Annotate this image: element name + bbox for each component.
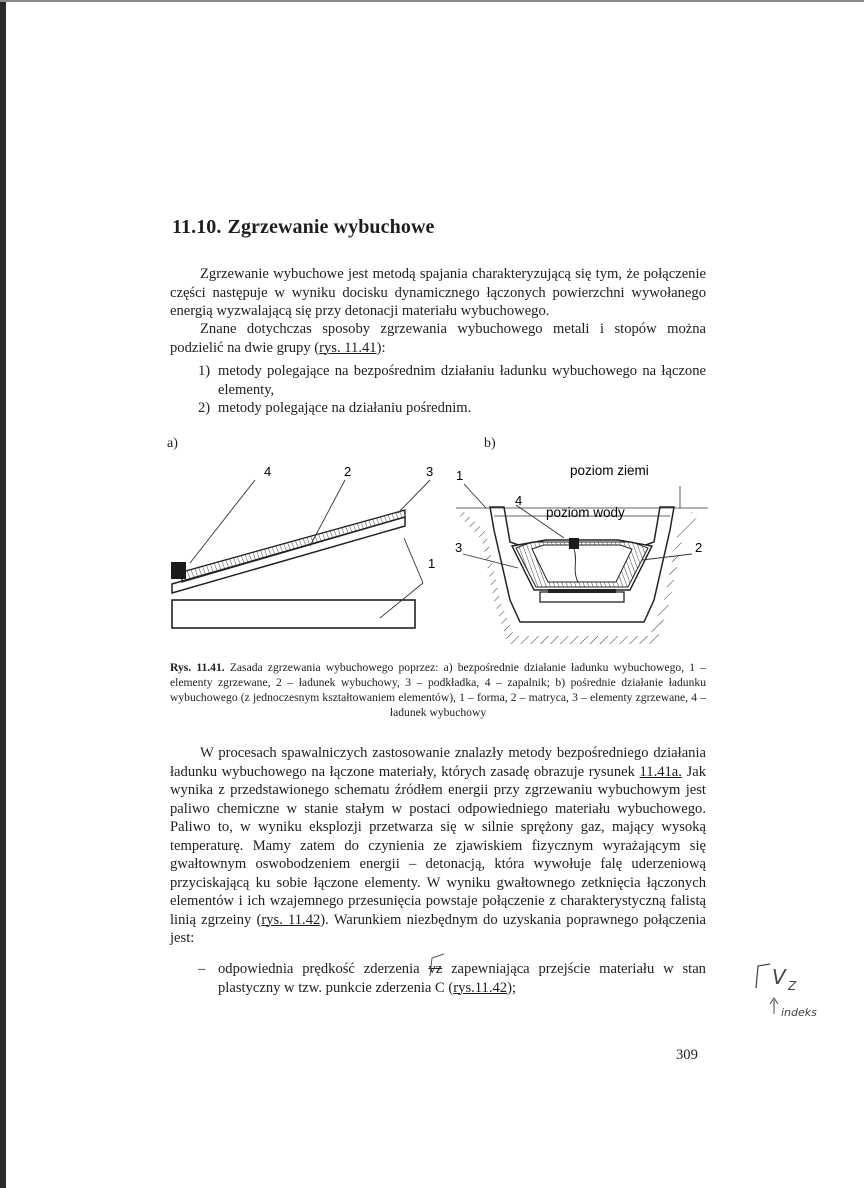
panel-a-drawing (171, 464, 435, 628)
leader-line (398, 480, 430, 513)
figure-ref-11-42b: rys.11.42 (453, 979, 508, 996)
list-marker: 2) (198, 400, 211, 416)
figure-ref-11-42: rys. 11.42 (261, 911, 321, 928)
intro-paragraph: Zgrzewanie wybuchowe jest metodą spajania charakteryzującą się tym, że połączenie części następuje w wyniku docisku dynamicznego łączonych powierzchni wywołanego energią wyzwalającą się przy detonacji materiału wybuchowego. (170, 266, 706, 319)
label-a-1: 1 (428, 556, 436, 571)
panel-b-drawing (455, 463, 708, 644)
conditions-list (198, 960, 706, 997)
section-title: Zgrzewanie wybuchowe (227, 216, 435, 238)
label-b-1: 1 (456, 468, 464, 483)
label-b-3: 3 (455, 540, 463, 555)
hand-subscript: Z (788, 979, 797, 993)
label-b-4: 4 (515, 493, 523, 508)
list-item (198, 399, 706, 418)
bottom-plate (172, 600, 415, 628)
leader-line (190, 480, 255, 563)
list-item (198, 362, 706, 399)
caption-text: Zasada zgrzewania wybuchowego poprzez: a) bezpośrednie działanie ładunku wybuchowego, 1 – elementy zgrzewane, 2 – ładunek wybuchowy, 3 – podkładka, 4 – zapalnik; b) pośrednie działanie ładunku wybuchowego (z jednoczesnym kształtowaniem elementów), 1 – forma, 2 – matryca, 3 – elementy zgrzewane, 4 – ładunek wybuchowy (170, 661, 706, 719)
explosive-charge-b (569, 538, 579, 549)
hand-bracket (756, 964, 770, 988)
condition-text-cont: zapewniająca przejście materiału w stan plastyczny w tzw. punkcie zderzenia C ( (218, 961, 706, 996)
inner-cavity (532, 545, 632, 582)
process-text-start: W procesach spawalniczych zastosowanie znalazły metody bezpośredniego działania ładunku wybuchowego na łączone materiały, których zasadę obrazuje rysunek (170, 745, 706, 780)
flyer-plate (172, 517, 405, 593)
explosive-welding-diagram (160, 450, 720, 650)
list-item (198, 960, 706, 997)
detonator (171, 562, 186, 579)
base-plate (540, 592, 624, 602)
handwritten-mark (426, 952, 446, 978)
base-plate-top (548, 589, 616, 593)
label-a-4: 4 (264, 464, 272, 479)
label-a-3: 3 (426, 464, 434, 479)
section-number: 11.10. (172, 216, 222, 238)
method-groups-list (198, 362, 706, 418)
panel-a-label: a) (167, 436, 178, 451)
velocity-symbol-text: vz (428, 961, 443, 977)
ground-level-label: poziom ziemi (570, 463, 649, 478)
hand-word: indeks (781, 1006, 817, 1019)
explosive-charge (182, 510, 405, 582)
water-level-label: poziom wody (546, 505, 625, 520)
figure-ref-11-41a: 11.41a. (639, 763, 682, 780)
condition-text-end: ); (507, 979, 516, 996)
list-item-text: metody polegające na bezpośrednim działaniu ładunku wybuchowego na łączone elementy, (218, 363, 706, 398)
list-marker: 1) (198, 363, 211, 379)
figure-ref-11-41: rys. 11.41 (319, 339, 377, 356)
hand-symbol: V (772, 965, 786, 989)
label-b-2: 2 (695, 540, 703, 555)
leader-line (404, 538, 423, 583)
label-a-2: 2 (344, 464, 352, 479)
section-heading (172, 216, 434, 239)
process-text-middle: Jak wynika z przedstawionego schematu źródłem energii przy zgrzewaniu wybuchowym jest paliwo chemiczne w stanie stałym w postaci odpowiedniego materiału wybuchowego. Paliwo to, w wyniku eksplozji przetwarza się w silnie sprężony gaz, mający wysoką temperaturę. Mamy zatem do czynienia ze zjawiskiem fizycznym wyrażającym się gwałtownym oswobodzeniem energii – detonacją, która wywołuje falę uderzeniową przyciskającą ku sobie łączone elementy. W wyniku gwałtownego zetknięcia łączonych elementów i ich wzajemnego przesunięcia powstaje połączenie z charakterystyczną falistą linią zgrzeiny ( (170, 763, 706, 928)
condition-text: odpowiednia prędkość zderzenia (218, 961, 429, 977)
process-text-end: ). Warunkiem niezbędnym do uzyskania poprawnego połączenia jest: (170, 911, 706, 946)
groups-paragraph (170, 320, 706, 357)
leader-line (464, 484, 486, 508)
list-marker: – (198, 961, 206, 977)
hand-arrow (770, 998, 778, 1014)
velocity-symbol (428, 960, 442, 979)
groups-paragraph-end: ): (376, 339, 386, 356)
panel-b-label: b) (484, 436, 496, 451)
caption-label: Rys. 11.41. (170, 661, 225, 674)
page-number: 309 (676, 1047, 698, 1063)
groups-paragraph-text: Znane dotychczas sposoby zgrzewania wybuchowego metali i stopów można podzielić na dwie grupy ( (170, 321, 706, 356)
list-item-text: metody polegające na działaniu pośrednim. (218, 400, 472, 416)
handwritten-annotation (748, 960, 858, 1030)
figure-caption (170, 660, 706, 720)
process-paragraph (170, 744, 706, 948)
